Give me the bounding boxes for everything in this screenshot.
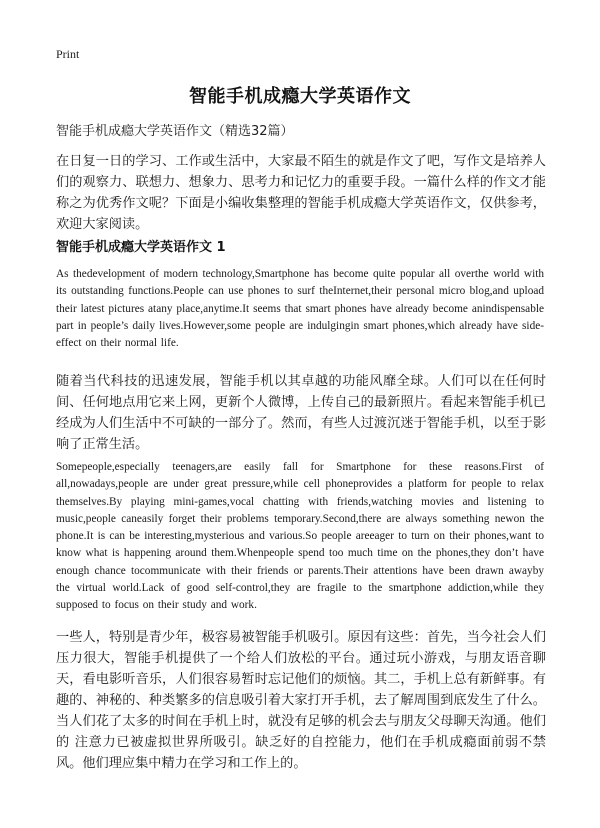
page-title: 智能手机成瘾大学英语作文: [189, 86, 411, 107]
chinese-paragraph-2: 一些人，特别是青少年，极容易被智能手机吸引。原因有这些：首先，当今社会人们压力很大，智能手机提供了一个给人们放松的平台。通过玩小游戏，与朋友语音聊天，看电影听音乐，人们很容易暂时忘记他们的烦恼。其二，手机上总有新鲜事。有趣的、神秘的、种类繁多的信息吸引着大家打开手机，去了解周围到底发生了什么。当人们花了太多的时间在手机上时，就没有足够的机会去与朋友父母聊天沟通。他们的 注意力已被虚拟世界所吸引。缺乏好的自控能力，他们在手机成瘾面前弱不禁风。他们理应集中精力在学习和工作上的。: [56, 630, 546, 771]
english-paragraph-2: Somepeople,especially teenagers,are easily fall for Smartphone for these reasons.First of all,nowadays,people are under great pressure,while cell phoneprovides a platform for people to relax themselves.By playing mini-games,vocal chatting with friends,watching movies and listening to music,people caneasily forget their problems temporary.Second,there are always something newon the phone.It is can be interesting,mysterious and various.So people areeager to turn on their phones,want to know what is happening around them.Whenpeople spend too much time on the phones,they don’t have enough chance tocommunicate with their friends or parents.Their attentions have been drawn awayby the virtual world.Lack of good self-control,they are fragile to the smartphone addiction,while they supposed to focus on their study and work.: [56, 461, 544, 612]
print-link[interactable]: Print: [56, 47, 80, 61]
english-paragraph-1: As thedevelopment of modern technology,Smartphone has become quite popular all overthe world with its outstanding functions.People can use phones to surf theInternet,their personal micro blog,and upload their latest pictures atany place,anytime.It seems that smart phones have already become anindispensable part in people’s daily lives.However,some people are indulgingin smart phones,which already have side-effect on their normal life.: [56, 268, 544, 350]
chinese-paragraph-1: 随着当代科技的迅速发展，智能手机以其卓越的功能风靡全球。人们可以在任何时间、任何地点用它来上网，更新个人微博，上传自己的最新照片。看起来智能手机已经成为人们生活中不可缺的一部分了。然而，有些人过渡沉迷于智能手机，以至于影响了正常生活。: [56, 374, 546, 452]
section-heading: 智能手机成瘾大学英语作文 1: [56, 240, 226, 255]
document-subtitle: 智能手机成瘾大学英语作文（精选32篇）: [56, 124, 294, 139]
intro-paragraph: 在日复一日的学习、工作或生活中，大家最不陌生的就是作文了吧，写作文是培养人们的观察力、联想力、想象力、思考力和记忆力的重要手段。一篇什么样的作文才能称之为优秀作文呢？下面是小编收集整理的智能手机成瘾大学英语作文，仅供参考，欢迎大家阅读。: [56, 154, 546, 232]
